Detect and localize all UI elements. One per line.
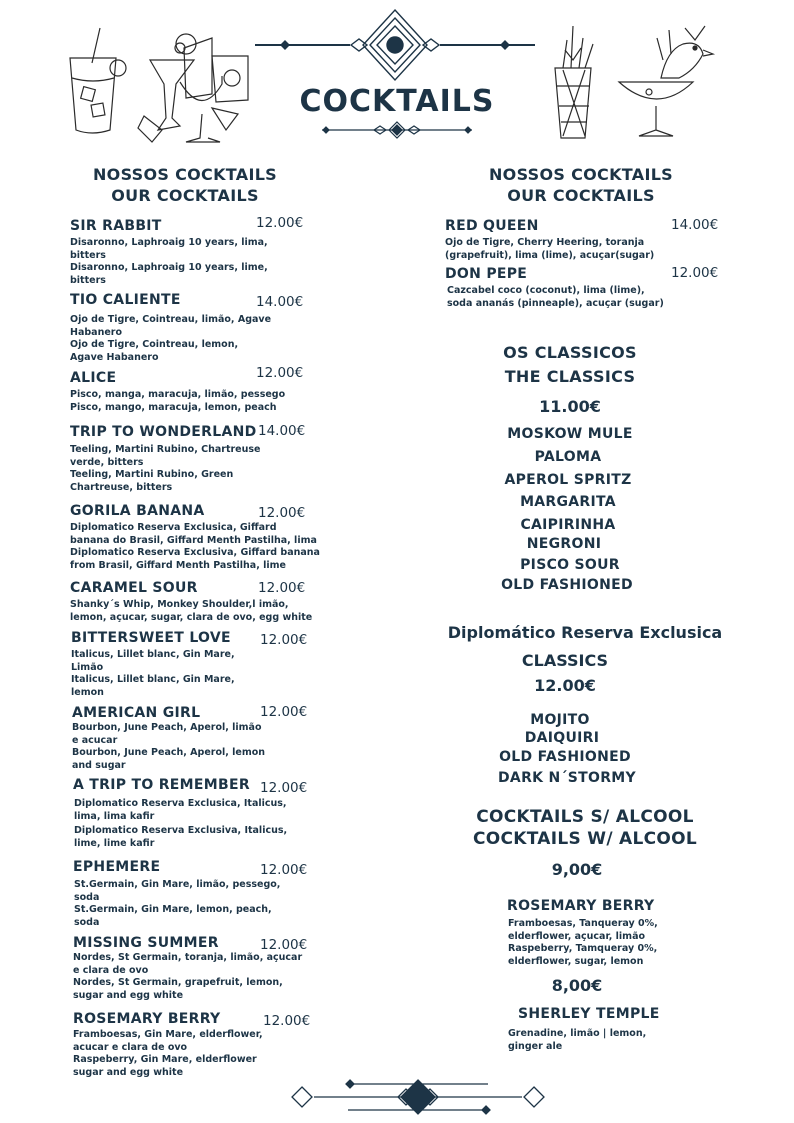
- item-price: 12.00€: [671, 265, 719, 281]
- classic-item: PALOMA: [534, 449, 602, 465]
- classic-item: CAIPIRINHA: [520, 517, 616, 533]
- noalcohol-price: 8,00€: [551, 976, 603, 995]
- item-description: Framboesas, Tanqueray 0%, elderflower, açucar, limão Raspeberry, Tamqueray 0%, elderflower, sugar, lemon: [508, 918, 658, 967]
- noalcohol-heading: COCKTAILS S/ ALCOOL COCKTAILS W/ ALCOOL: [472, 807, 698, 849]
- item-price: 12.00€: [258, 580, 306, 596]
- item-description: Teeling, Martini Rubino, Chartreuse verde, bitters Teeling, Martini Rubino, Green Chartreuse, bitters: [70, 444, 261, 493]
- item-description: Disaronno, Laphroaig 10 years, lima, bitters Disaronno, Laphroaig 10 years, lime, bitters: [70, 237, 268, 286]
- item-name: RED QUEEN: [445, 218, 539, 234]
- item-name: AMERICAN GIRL: [72, 705, 201, 721]
- item-description: Shanky´s Whip, Monkey Shoulder,l imão, lemon, açucar, sugar, clara de ovo, egg white: [70, 599, 313, 623]
- art-deco-ornament-bottom: [288, 1074, 548, 1120]
- page-title: COCKTAILS: [299, 84, 495, 119]
- item-name: MISSING SUMMER: [73, 935, 219, 951]
- item-price: 12.00€: [256, 365, 304, 381]
- classic-item: APEROL SPRITZ: [504, 472, 632, 488]
- item-name: EPHEMERE: [73, 859, 161, 875]
- item-description: Bourbon, June Peach, Aperol, limão e acucar Bourbon, June Peach, Aperol, lemon and sugar: [72, 722, 266, 771]
- right-heading-pt: NOSSOS COCKTAILS: [488, 165, 674, 184]
- item-description: Nordes, St Germain, toranja, limão, açucar e clara de ovo Nordes, St Germain, grapefruit, lemon, sugar and egg white: [73, 952, 303, 1001]
- classic-item: MOSKOW MULE: [507, 426, 633, 442]
- item-name: DON PEPE: [445, 266, 528, 282]
- item-price: 12.00€: [260, 704, 308, 720]
- diplomatico-item: DARK N´STORMY: [498, 770, 636, 786]
- item-price: 12.00€: [260, 780, 308, 796]
- diplomatico-subtitle: CLASSICS: [521, 651, 609, 670]
- item-description: Grenadine, limão | lemon, ginger ale: [508, 1028, 647, 1052]
- diplomatico-item: DAIQUIRI: [524, 730, 600, 746]
- classic-item: MARGARITA: [520, 494, 616, 510]
- item-price: 14.00€: [671, 217, 719, 233]
- left-heading-en: OUR COCKTAILS: [111, 186, 259, 205]
- classics-heading: OS CLASSICOS THE CLASSICS: [503, 343, 637, 386]
- item-description: Cazcabel coco (coconut), lima (lime), soda ananás (pinneaple), acuçar (sugar): [447, 285, 664, 309]
- item-price: 12.00€: [263, 1013, 311, 1029]
- item-name: ROSEMARY BERRY: [507, 898, 655, 914]
- item-description: Italicus, Lillet blanc, Gin Mare, Limão Italicus, Lillet blanc, Gin Mare, lemon: [71, 649, 235, 698]
- item-description: Ojo de Tigre, Cointreau, limão, Agave Habanero Ojo de Tigre, Cointreau, lemon, Agave Habanero: [70, 314, 272, 363]
- diplomatico-item: OLD FASHIONED: [499, 749, 631, 765]
- item-price: 14.00€: [256, 294, 304, 310]
- item-price: 14.00€: [258, 423, 306, 439]
- item-price: 12.00€: [260, 862, 308, 878]
- left-heading-pt: NOSSOS COCKTAILS: [92, 165, 278, 184]
- classics-price: 11.00€: [539, 397, 601, 416]
- right-heading-en: OUR COCKTAILS: [507, 186, 655, 205]
- classic-item: NEGRONI: [526, 536, 602, 552]
- item-name: TRIP TO WONDERLAND: [70, 424, 257, 440]
- item-price: 12.00€: [258, 505, 306, 521]
- item-description: Framboesas, Gin Mare, elderflower, acucar e clara de ovo Raspeberry, Gin Mare, elderflower sugar and egg white: [73, 1029, 263, 1078]
- item-price: 12.00€: [260, 937, 308, 953]
- item-name: ALICE: [70, 370, 117, 386]
- noalcohol-price: 9,00€: [551, 860, 603, 879]
- diplomatico-item: MOJITO: [530, 712, 590, 728]
- item-description: St.Germain, Gin Mare, limão, pessego, soda St.Germain, Gin Mare, lemon, peach, soda: [74, 879, 281, 928]
- item-name: TIO CALIENTE: [70, 292, 181, 308]
- diplomatico-title: Diplomático Reserva Exclusica: [447, 623, 723, 642]
- item-name: CARAMEL SOUR: [70, 580, 198, 596]
- right-heading: [436, 164, 726, 206]
- item-name: GORILA BANANA: [70, 503, 205, 519]
- item-description: Pisco, manga, maracuja, limão, pessego Pisco, mango, maracuja, lemon, peach: [70, 389, 286, 413]
- left-heading: [40, 164, 330, 206]
- tiki-bird-cocktail-illustration-right: [545, 20, 725, 144]
- item-name: A TRIP TO REMEMBER: [73, 777, 250, 793]
- item-name: BITTERSWEET LOVE: [71, 630, 231, 646]
- item-price: 12.00€: [260, 632, 308, 648]
- item-description: Diplomatico Reserva Exclusica, Italicus, lima, lima kafir Diplomatico Reserva Exclusiva, Italicus, lime, lime kafir: [74, 798, 288, 849]
- cocktail-glasses-illustration-left: [62, 18, 252, 148]
- item-price: 12.00€: [256, 215, 304, 231]
- item-description: Diplomatico Reserva Exclusica, Giffard banana do Brasil, Giffard Menth Pastilha, lima Diplomatico Reserva Exclusiva, Giffard banana from Brasil, Giffard Menth Pastilha, lime: [70, 522, 320, 571]
- art-deco-divider: [318, 120, 476, 140]
- classic-item: PISCO SOUR: [520, 557, 620, 573]
- item-name: SHERLEY TEMPLE: [518, 1006, 660, 1022]
- classic-item: OLD FASHIONED: [501, 577, 633, 593]
- item-name: SIR RABBIT: [70, 218, 162, 234]
- diplomatico-price: 12.00€: [534, 676, 596, 695]
- art-deco-ornament-top: [255, 8, 535, 84]
- item-name: ROSEMARY BERRY: [73, 1011, 221, 1027]
- item-description: Ojo de Tigre, Cherry Heering, toranja (grapefruit), lima (lime), acuçar(sugar): [445, 237, 655, 261]
